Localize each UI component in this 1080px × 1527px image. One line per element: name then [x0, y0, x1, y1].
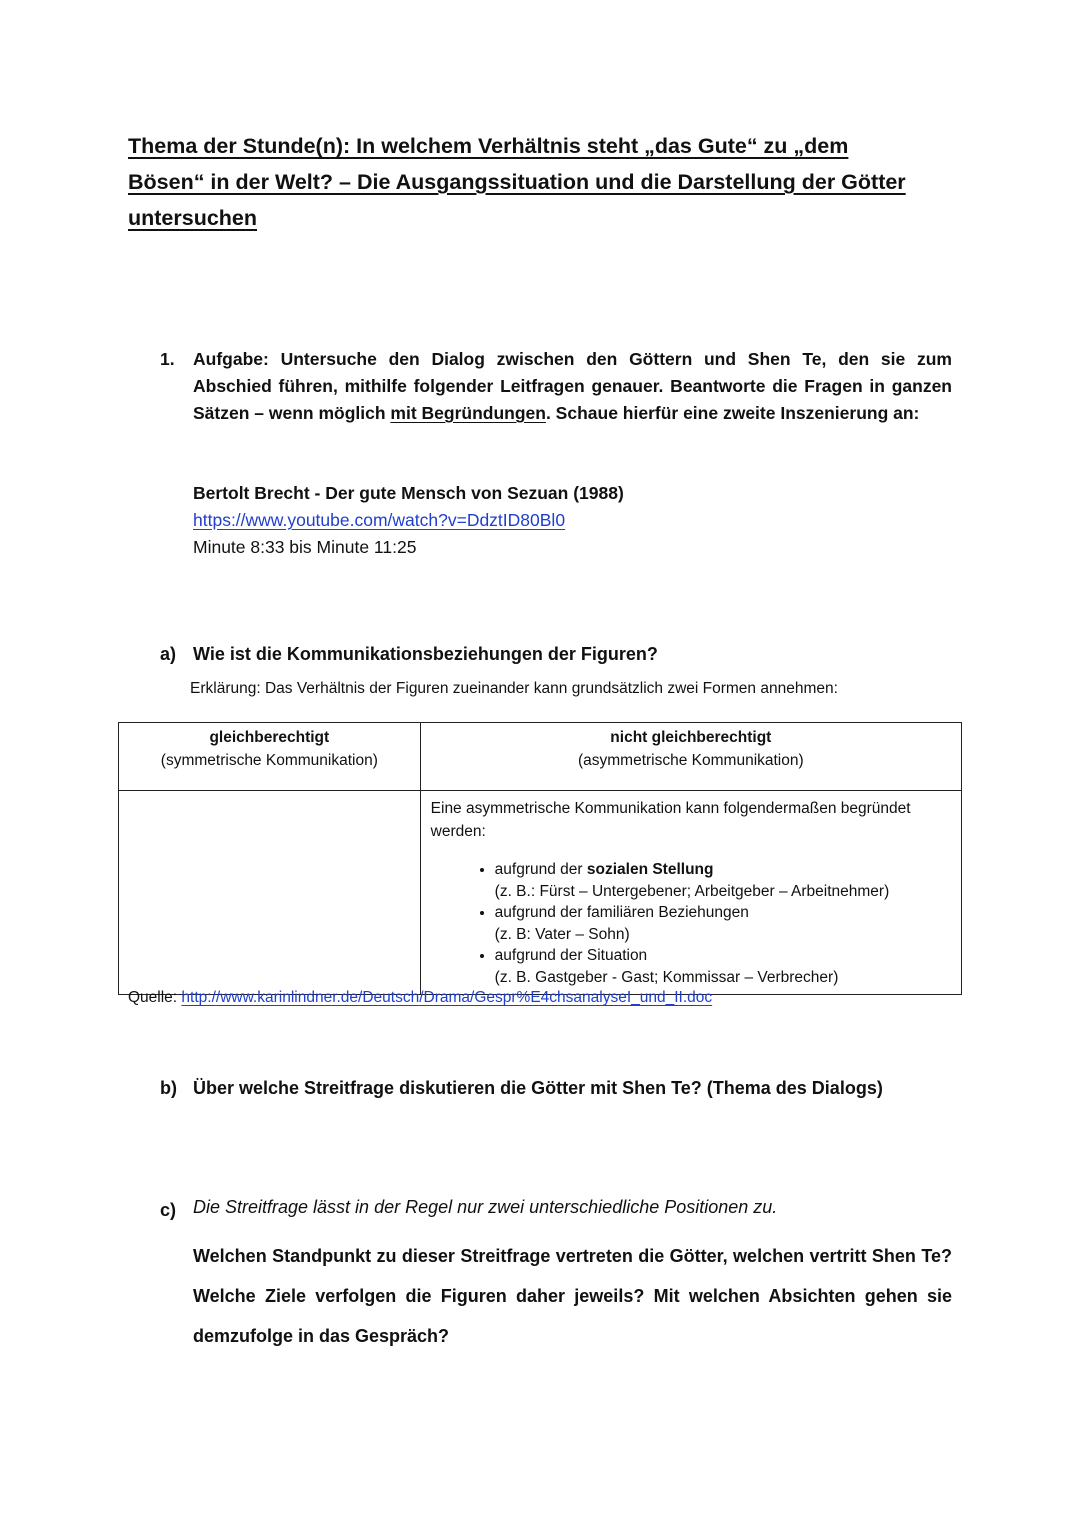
source-label: Quelle: [128, 989, 182, 1006]
item-bold: sozialen Stellung [586, 861, 714, 878]
col-head-sub: (symmetrische Kommunikation) [160, 752, 378, 769]
task-text-underlined: mit Begründungen [390, 403, 546, 423]
question-b-text: Über welche Streitfrage diskutieren die Götter mit Shen Te? (Thema des Dialogs) [193, 1078, 883, 1098]
page-title [128, 128, 948, 236]
video-link[interactable]: https://www.youtube.com/watch?v=DdztID80Bl0 [193, 510, 566, 530]
task-text [193, 346, 952, 427]
question-a-label: a) [160, 644, 177, 664]
question-c-label-text: c) [160, 1200, 177, 1220]
table-source [128, 989, 712, 1007]
question-c-text: Welchen Standpunkt zu dieser Streitfrage vertreten die Götter, welchen vertritt Shen Te? Welche Ziele verfolgen die Figuren daher jeweils? Mit welchen Absichten gehen sie demzufolge in das Gespräch? [193, 1246, 952, 1346]
item-example: (z. B. Gastgeber - Gast; Kommissar – Verbrecher) [494, 968, 839, 986]
col-head-title: gleichberechtigt [209, 729, 330, 746]
col-head-asymmetric [420, 723, 961, 791]
reason-list [431, 859, 951, 988]
item-example: (z. B: Vater – Sohn) [494, 925, 630, 943]
list-item [495, 859, 951, 902]
item-text: aufgrund der Situation [494, 947, 648, 964]
item-text: aufgrund der [494, 861, 587, 878]
question-a [160, 641, 658, 668]
list-item [495, 945, 951, 988]
item-example: (z. B.: Fürst – Untergebener; Arbeitgeber – Arbeitnehmer) [494, 882, 890, 900]
question-c-label [160, 1197, 193, 1224]
question-c-intro: Die Streitfrage lässt in der Regel nur zwei unterschiedliche Positionen zu. [193, 1197, 778, 1217]
video-title: Bertolt Brecht - Der gute Mensch von Sezuan (1988) [193, 483, 624, 503]
question-b-label: b) [160, 1078, 177, 1098]
question-b [160, 1075, 883, 1102]
video-time: Minute 8:33 bis Minute 11:25 [193, 537, 417, 557]
col-head-symmetric [119, 723, 421, 791]
asymmetric-intro: Eine asymmetrische Kommunikation kann folgendermaßen begründet werden: [430, 800, 911, 840]
communication-table [118, 722, 962, 995]
title-line-3: untersuchen [128, 206, 258, 230]
title-line-2: Bösen“ in der Welt? – Die Ausgangssituation und die Darstellung der Götter [128, 170, 906, 194]
video-source [193, 480, 624, 561]
cell-asymmetric [420, 791, 961, 995]
col-head-title: nicht gleichberechtigt [610, 729, 772, 746]
task-text-part: Aufgabe: Untersuche den Dialog zwischen den Göttern und Shen Te, den sie zum Abschied führen, mithilfe folgender Leitfragen genauer. Beantworte die Fragen in ganzen Sätzen – wenn möglich [193, 349, 952, 423]
list-item [495, 902, 951, 945]
explanation: Erklärung: Das Verhältnis der Figuren zueinander kann grundsätzlich zwei Formen annehmen: [190, 680, 838, 697]
task-text-part: . Schaue hierfür eine zweite Inszenierung an: [545, 403, 920, 423]
question-a-text: Wie ist die Kommunikationsbeziehungen der Figuren? [193, 644, 658, 664]
item-text: aufgrund der familiären Beziehungen [494, 904, 749, 921]
title-line-1: Thema der Stunde(n): In welchem Verhältnis steht „das Gute“ zu „dem [128, 134, 849, 158]
task-number: 1. [160, 349, 175, 369]
source-link[interactable]: http://www.karinlindner.de/Deutsch/Drama/Gespr%E4chsanalyseI_und_II.doc [181, 989, 713, 1006]
col-head-sub: (asymmetrische Kommunikation) [577, 752, 804, 769]
cell-symmetric-empty[interactable] [119, 791, 421, 995]
task-1 [160, 346, 952, 427]
